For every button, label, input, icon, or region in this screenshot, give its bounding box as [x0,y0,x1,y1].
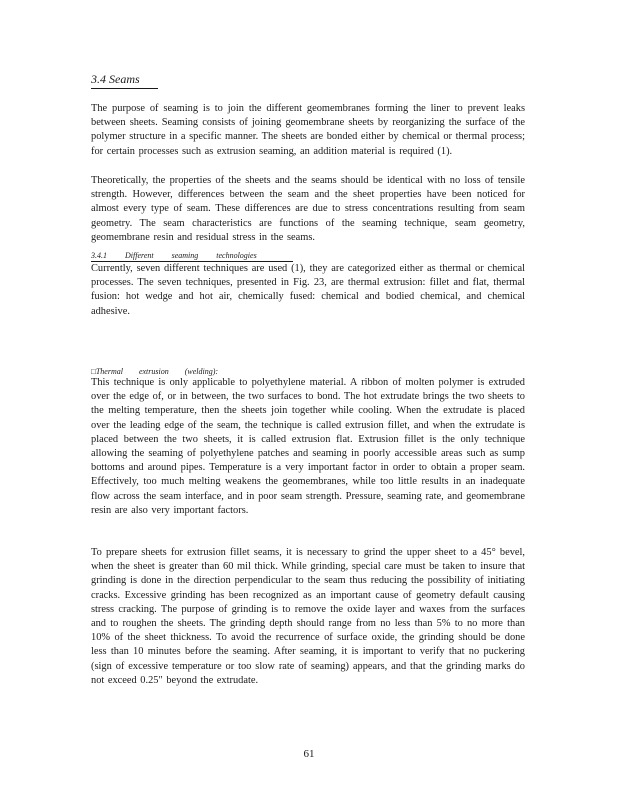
section-heading: 3.4 Seams [91,72,158,89]
paragraph-extrusion: This technique is only applicable to polyethylene material. A ribbon of molten polymer is extruded over the edge of, or in between, the two surfaces to bond. The hot extrudate brings the two sheets to the melting temperature, then the sheets join together while cooling. When the extrudate is placed over the leading edge of the seam, the technique is called extrusion fillet, and when the extrudate is placed between the two sheets, it is called extrusion flat. Extrusion fillet is the only technique allowing the seaming of polyethylene patches and seaming in poorly accessible areas such as sump bottoms and around pipes. Temperature is a very important factor in order to obtain a proper seam. Effectively, too much melting weakens the geomembranes, while too little results in an inadequate flow across the seam interface, and in poor seam strength. Pressure, seaming rate, and geomembrane resin are also very important factors. [91,377,525,516]
paragraph-purpose: The purpose of seaming is to join the different geomembranes forming the liner to prevent leaks between sheets. Seaming consists of joining geomembrane sheets by reorganizing the surface of the polymer structure in a specific manner. The sheets are bonded either by chemical or thermal process; for certain processes such as extrusion seaming, an addition material is required (1). [91,103,525,157]
paragraph-techniques: Currently, seven different techniques are used (1), they are categorized either as thermal or chemical processes. The seven techniques, presented in Fig. 23, are thermal extrusion: fillet and flat, thermal fusion: hot wedge and hot air, chemically fused: chemical and bodied chemical, and chemical adhesive. [91,263,525,317]
paragraph-theory: Theoretically, the properties of the sheets and the seams should be identical with no loss of tensile strength. However, differences between the seam and the sheet properties have been noticed for almost every type of seam. These differences are due to stress concentrations resulting from seam geometry. The seam characteristics are functions of the seaming technique, seam geometry, geomembrane resin and residual stress in the seams. [91,175,525,243]
paragraph-grinding: To prepare sheets for extrusion fillet seams, it is necessary to grind the upper sheet to a 45° bevel, when the sheet is greater than 60 mil thick. While grinding, special care must be taken to insure that grinding is done in the direction perpendicular to the seam thus reducing the possibility of initiating cracks. Excessive grinding has been recognized as an important cause of geometry default causing stress cracking. The purpose of grinding is to remove the oxide layer and waxes from the surfaces and to roughen the sheets. The grinding depth should range from no less than 5% to no more than 10% of the sheet thickness. To avoid the recurrence of surface oxide, the grinding should be done less than 10 minutes before the seaming. After seaming, it is important to verify that no puckering (sign of excessive temperature or too slow rate of seaming) appears, and that the grinding marks do not exceed 0.25" beyond the extrudate. [91,547,525,686]
thermal-extrusion-heading: □Thermal extrusion (welding): [91,367,219,376]
page-number: 61 [303,748,315,760]
subsection-heading: 3.4.1 Different seaming technologies [91,251,293,262]
